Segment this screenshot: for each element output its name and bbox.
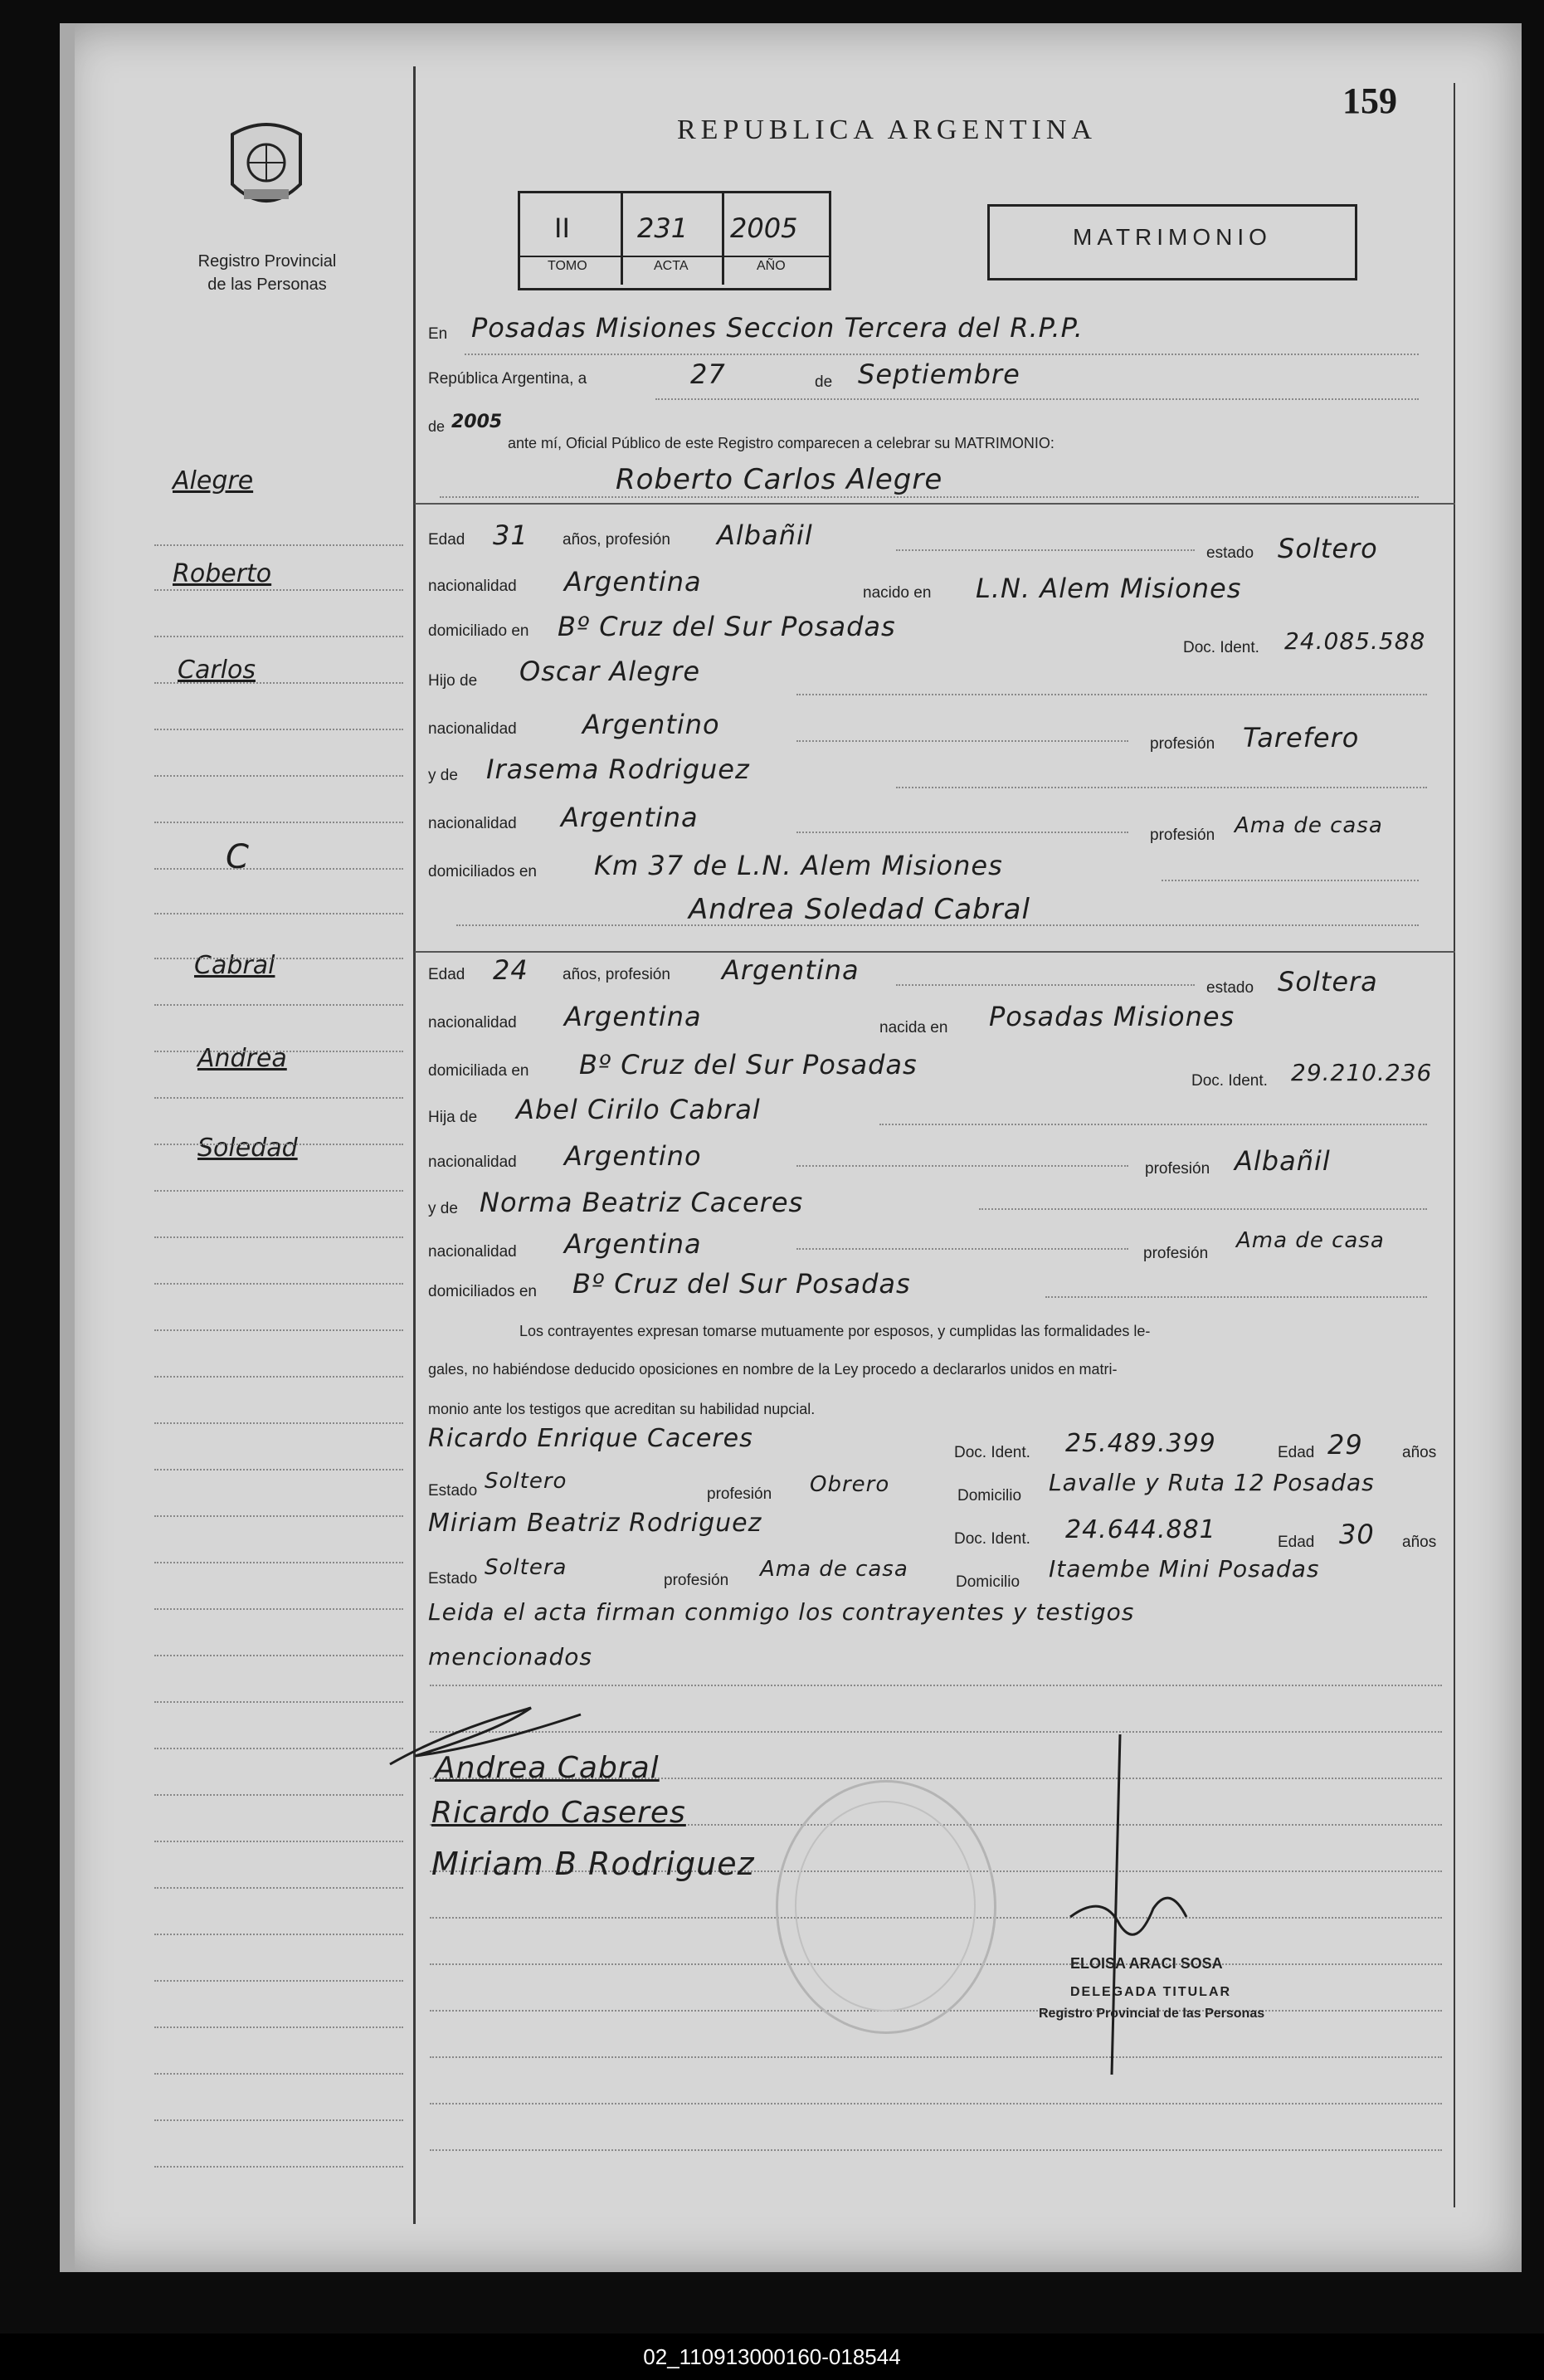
page-edge (60, 23, 75, 2272)
bride-parents-address: Bº Cruz del Sur Posadas (572, 1268, 911, 1300)
groom-mother-prof: Ama de casa (1235, 813, 1383, 838)
groom-estado: Soltero (1278, 533, 1378, 564)
signature-witness1: Ricardo Caseres (431, 1796, 686, 1830)
witness1-estado-label: Estado (428, 1482, 478, 1500)
officer-org: Registro Provincial de las Personas (1039, 2007, 1265, 2021)
bride-dom-label: domiciliada en (428, 1062, 529, 1080)
witness2-prof-label: profesión (664, 1572, 729, 1589)
witness1-doc: 25.489.399 (1065, 1429, 1216, 1458)
place-value: Posadas Misiones Seccion Tercera del R.P.P. (471, 312, 1084, 344)
footer-id: 02_110913000160-018544 (643, 2344, 901, 2369)
bride-nat-label: nacionalidad (428, 1014, 517, 1031)
groom-mother-nat: Argentina (561, 802, 699, 833)
tomo-label: TOMO (548, 259, 587, 273)
bride-doc-label: Doc. Ident. (1191, 1072, 1268, 1090)
bride-doc: 29.210.236 (1291, 1059, 1433, 1086)
registry-title-line1: Registro Provincial (197, 252, 337, 271)
tomo-value: II (554, 212, 570, 244)
groom-mother-prof-label: profesión (1150, 827, 1215, 844)
groom-dom-label: domiciliado en (428, 622, 529, 640)
margin-note-initial: C (226, 838, 249, 876)
bride-nationality: Argentina (564, 1001, 702, 1032)
bride-yde-label: y de (428, 1200, 458, 1217)
month-value: Septiembre (858, 358, 1020, 390)
margin-note-firstname: Roberto (173, 559, 272, 588)
legal-text-line2: gales, no habiéndose deducido oposiciones en nombre de la Ley procedo a declararlos unidos en matri- (428, 1361, 1118, 1378)
footer-bar (0, 2334, 1544, 2380)
page-number: 159 (1342, 80, 1397, 121)
groom-address: Bº Cruz del Sur Posadas (558, 611, 896, 642)
en-label: En (428, 325, 448, 343)
bride-profession: Argentina (722, 954, 860, 986)
groom-doc: 24.085.588 (1284, 627, 1426, 655)
witness1-estado: Soltero (485, 1469, 567, 1494)
groom-mother-nat-label: nacionalidad (428, 815, 517, 832)
record-type: MATRIMONIO (1073, 224, 1272, 250)
bride-estado: Soltera (1278, 966, 1378, 997)
margin-note-surname: Alegre (173, 466, 254, 495)
intro-text: ante mí, Oficial Público de este Registro comparecen a celebrar su MATRIMONIO: (508, 435, 1054, 451)
legal-text-line1: Los contrayentes expresan tomarse mutuamente por esposos, y cumplidas las formalidades le- (519, 1323, 1151, 1339)
officer-signature (1054, 1726, 1220, 2091)
margin-note-bride-surname: Cabral (194, 951, 275, 980)
groom-name: Roberto Carlos Alegre (616, 463, 943, 496)
bride-father-prof: Albañil (1235, 1145, 1331, 1177)
groom-father-nat-label: nacionalidad (428, 720, 517, 738)
ano-label: AÑO (757, 259, 786, 273)
groom-yde-label: y de (428, 767, 458, 784)
groom-hijo-label: Hijo de (428, 672, 478, 690)
year-value: 2005 (451, 412, 503, 432)
bride-mother-nat: Argentina (564, 1228, 702, 1260)
acta-value: 231 (637, 212, 689, 244)
witness1-edad-label: Edad (1278, 1444, 1315, 1461)
groom-mother: Irasema Rodriguez (486, 754, 750, 785)
witness1-prof: Obrero (810, 1472, 890, 1497)
day-value: 27 (690, 358, 726, 390)
bride-nacida-label: nacida en (879, 1019, 948, 1036)
bride-mother-prof: Ama de casa (1236, 1228, 1385, 1253)
coat-of-arms-icon (222, 115, 310, 222)
bride-parents-dom-label: domiciliados en (428, 1283, 537, 1300)
groom-birthplace: L.N. Alem Misiones (976, 573, 1242, 604)
witness2-age: 30 (1339, 1519, 1375, 1550)
bride-hija-label: Hija de (428, 1109, 478, 1126)
witness2-anos-label: años (1402, 1534, 1437, 1551)
republica-label: República Argentina, a (428, 370, 587, 388)
groom-father-nat: Argentino (582, 709, 720, 740)
de-year-label: de (428, 418, 446, 435)
legal-text-line3: monio ante los testigos que acreditan su habilidad nupcial. (428, 1401, 816, 1417)
bride-address: Bº Cruz del Sur Posadas (579, 1049, 918, 1080)
witness1-doc-label: Doc. Ident. (954, 1444, 1030, 1461)
witness2-estado: Soltera (485, 1555, 567, 1580)
closing-line2: mencionados (428, 1643, 592, 1670)
section-rule-bride (415, 951, 1455, 953)
witness1-prof-label: profesión (707, 1485, 772, 1503)
groom-father-prof: Tarefero (1243, 722, 1360, 754)
witness2-name: Miriam Beatriz Rodriguez (428, 1509, 762, 1538)
groom-edad-label: Edad (428, 531, 465, 549)
margin-note-middlename: Carlos (178, 656, 256, 685)
groom-age: 31 (493, 519, 528, 551)
groom-parents-address: Km 37 de L.N. Alem Misiones (594, 850, 1003, 881)
bride-mother-prof-label: profesión (1143, 1245, 1209, 1262)
de-label: de (815, 373, 833, 391)
groom-father-prof-label: profesión (1150, 735, 1215, 753)
bride-name: Andrea Soledad Cabral (689, 893, 1030, 926)
closing-line1: Leida el acta firman conmigo los contrayentes y testigos (428, 1598, 1135, 1626)
margin-rule (413, 66, 416, 2224)
margin-note-bride-firstname: Andrea (197, 1044, 287, 1073)
ano-value: 2005 (730, 212, 798, 244)
groom-father: Oscar Alegre (519, 656, 701, 687)
groom-parents-dom-label: domiciliados en (428, 863, 537, 880)
witness2-doc-label: Doc. Ident. (954, 1530, 1030, 1548)
bride-mother: Norma Beatriz Caceres (480, 1187, 804, 1218)
margin-note-bride-middlename: Soledad (197, 1134, 298, 1163)
country-heading: REPUBLICA ARGENTINA (677, 115, 1097, 145)
groom-doc-label: Doc. Ident. (1183, 639, 1259, 656)
bride-birthplace: Posadas Misiones (989, 1001, 1235, 1032)
section-rule-groom (415, 503, 1455, 505)
witness1-address: Lavalle y Ruta 12 Posadas (1049, 1469, 1375, 1496)
groom-nationality: Argentina (564, 566, 702, 597)
witness1-name: Ricardo Enrique Caceres (428, 1424, 753, 1453)
witness2-address: Itaembe Mini Posadas (1049, 1555, 1320, 1583)
groom-nat-label: nacionalidad (428, 578, 517, 595)
right-rule (1454, 83, 1455, 2207)
witness2-prof: Ama de casa (760, 1557, 908, 1582)
witness2-doc: 24.644.881 (1065, 1515, 1216, 1544)
bride-father: Abel Cirilo Cabral (516, 1094, 761, 1125)
acta-label: ACTA (654, 259, 689, 273)
bride-father-nat-label: nacionalidad (428, 1153, 517, 1171)
groom-profession: Albañil (717, 519, 813, 551)
registry-title-line2: de las Personas (207, 276, 327, 294)
witness1-age: 29 (1327, 1429, 1363, 1461)
bride-father-nat: Argentino (564, 1140, 702, 1172)
bride-estado-label: estado (1206, 979, 1254, 997)
official-seal-inner (795, 1801, 976, 2012)
witness2-dom-label: Domicilio (956, 1573, 1020, 1591)
signature-witness2: Miriam B Rodriguez (431, 1846, 755, 1882)
witness2-estado-label: Estado (428, 1570, 478, 1587)
groom-profesion-label: años, profesión (563, 531, 670, 549)
bride-father-prof-label: profesión (1145, 1160, 1210, 1178)
groom-nacido-label: nacido en (863, 584, 932, 602)
signature-bride: Andrea Cabral (435, 1751, 660, 1785)
bride-mother-nat-label: nacionalidad (428, 1243, 517, 1261)
groom-estado-label: estado (1206, 544, 1254, 562)
bride-age: 24 (493, 954, 528, 986)
bride-edad-label: Edad (428, 966, 465, 983)
officer-title: DELEGADA TITULAR (1070, 1985, 1232, 1999)
witness1-anos-label: años (1402, 1444, 1437, 1461)
bride-profesion-label: años, profesión (563, 966, 670, 983)
officer-name: ELOISA ARACI SOSA (1070, 1955, 1223, 1972)
witness1-dom-label: Domicilio (957, 1487, 1022, 1505)
witness2-edad-label: Edad (1278, 1534, 1315, 1551)
